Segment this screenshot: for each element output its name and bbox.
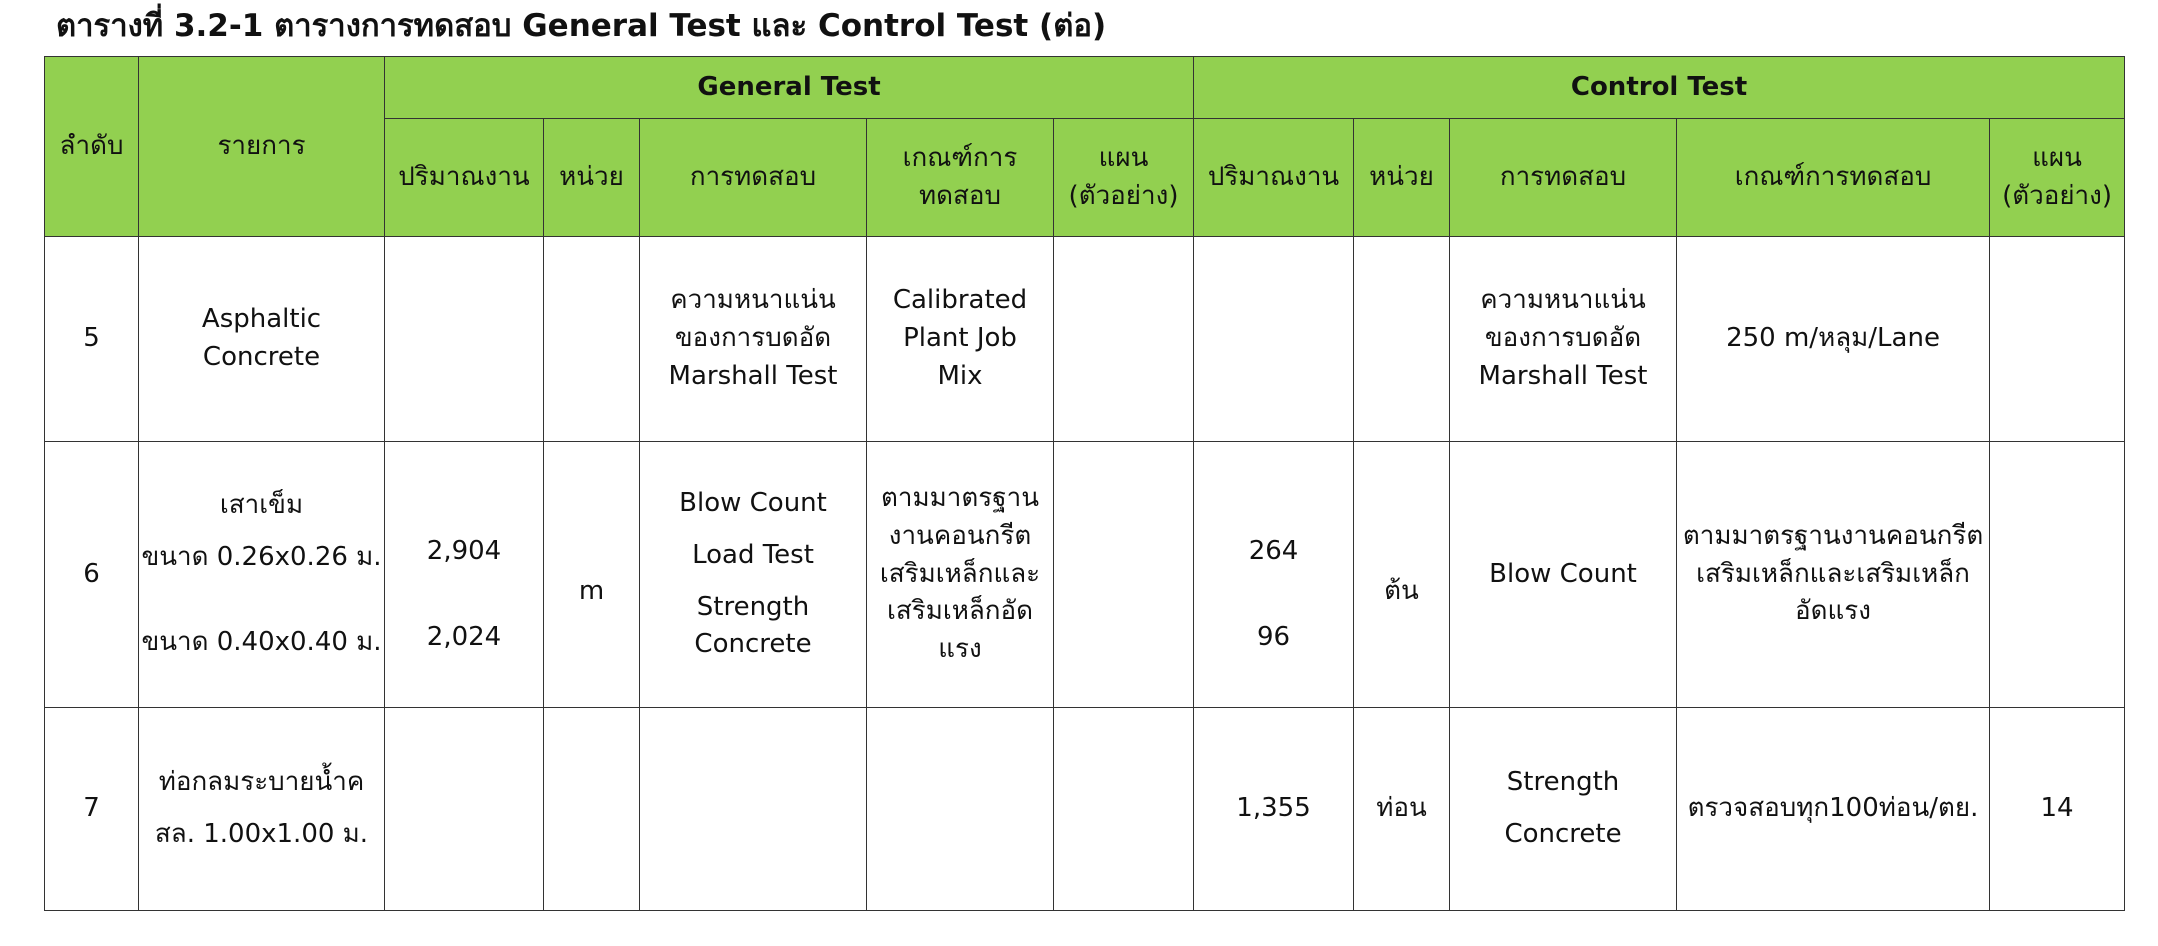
test-line: ความหนาแน่น — [1480, 285, 1646, 316]
header-item: รายการ — [139, 57, 385, 237]
unit-text: m — [578, 575, 605, 606]
general-unit — [544, 442, 640, 708]
test-line: Blow Count — [679, 488, 827, 519]
item-line: ขนาด 0.40x0.40 ม. — [141, 627, 382, 658]
general-qty — [385, 708, 544, 911]
control-criteria: 250 m/หลุม/Lane — [1677, 237, 1990, 442]
control-test-method — [1450, 237, 1677, 442]
item-line: ท่อกลมระบายน้ำค — [158, 767, 365, 798]
general-criteria — [867, 708, 1054, 911]
header-control-qty: ปริมาณงาน — [1194, 119, 1354, 237]
item-line: ขนาด 0.26x0.26 ม. — [141, 541, 382, 572]
row-no: 7 — [45, 708, 139, 911]
criteria-line: แรง — [938, 634, 982, 665]
criteria-line: Calibrated — [892, 285, 1028, 316]
control-criteria: ตรวจสอบทุก100ท่อน/ตย. — [1677, 708, 1990, 911]
test-line: Load Test — [692, 539, 814, 570]
control-criteria — [1677, 442, 1990, 708]
general-plan — [1054, 237, 1194, 442]
control-unit — [1354, 442, 1450, 708]
qty-line: 1,355 — [1236, 793, 1311, 824]
general-test-method — [640, 708, 867, 911]
header-control-test-method: การทดสอบ — [1450, 119, 1677, 237]
header-general-unit: หน่วย — [544, 119, 640, 237]
test-line: ของการบดอัด — [1484, 323, 1642, 354]
control-test-method — [1450, 442, 1677, 708]
control-plan: 14 — [1990, 708, 2125, 911]
item-line: สล. 1.00x1.00 ม. — [154, 819, 369, 849]
general-unit — [544, 708, 640, 911]
unit-text: ต้น — [1384, 575, 1419, 606]
criteria-line: เสริมเหล็กอัด — [886, 596, 1034, 627]
table-row — [45, 708, 2125, 911]
table-row — [45, 442, 2125, 708]
header-control-criteria: เกณฑ์การทดสอบ — [1677, 119, 1990, 237]
criteria-line: เสริมเหล็กและ — [879, 558, 1041, 589]
item-line: เสาเข็ม — [219, 489, 304, 520]
test-line: ความหนาแน่น — [670, 285, 836, 316]
header-general-qty: ปริมาณงาน — [385, 119, 544, 237]
header-general-criteria — [867, 119, 1054, 237]
qty-line: 96 — [1256, 621, 1291, 652]
test-line: Strength — [696, 591, 810, 622]
header-general-test-method: การทดสอบ — [640, 119, 867, 237]
row-no: 6 — [45, 442, 139, 708]
criteria-line: Plant Job — [903, 323, 1017, 354]
criteria-line: ตามมาตรฐานงานคอนกรีต — [1682, 520, 1984, 551]
general-qty — [385, 237, 544, 442]
general-test-method — [640, 442, 867, 708]
test-table — [44, 56, 2125, 911]
header-control-test: Control Test — [1194, 57, 2125, 119]
row-no: 5 — [45, 237, 139, 442]
criteria-line: งานคอนกรีต — [888, 520, 1032, 551]
header-no: ลำดับ — [45, 57, 139, 237]
general-test-method — [640, 237, 867, 442]
test-line: Marshall Test — [1478, 360, 1648, 391]
general-criteria — [867, 442, 1054, 708]
row-item — [139, 708, 385, 911]
item-line: Asphaltic — [201, 304, 322, 335]
item-line: Concrete — [202, 342, 321, 372]
general-plan — [1054, 708, 1194, 911]
header-control-plan — [1990, 119, 2125, 237]
header-general-plan — [1054, 119, 1194, 237]
criteria-line: อัดแรง — [1795, 596, 1871, 627]
test-line: Blow Count — [1489, 558, 1637, 589]
qty-line: 264 — [1248, 535, 1299, 566]
control-qty — [1194, 442, 1354, 708]
criteria-line: เสริมเหล็กและเสริมเหล็ก — [1696, 558, 1970, 589]
header-general-criteria-line-1: เกณฑ์การ — [902, 142, 1018, 173]
control-qty — [1194, 708, 1354, 911]
header-general-test: General Test — [385, 57, 1194, 119]
criteria-line: ตามมาตรฐาน — [881, 483, 1039, 514]
row-item — [139, 237, 385, 442]
test-line: Marshall Test — [668, 360, 838, 391]
general-unit — [544, 237, 640, 442]
general-qty — [385, 442, 544, 708]
test-line: Concrete — [694, 629, 812, 660]
table-row — [45, 237, 2125, 442]
control-unit: ท่อน — [1354, 708, 1450, 911]
qty-line: 2,904 — [426, 535, 502, 566]
header-general-criteria-line-2: ทดสอบ — [918, 180, 1001, 211]
test-line: Concrete — [1504, 819, 1622, 849]
header-general-plan-line-2: (ตัวอย่าง) — [1068, 180, 1179, 211]
general-plan — [1054, 442, 1194, 708]
control-qty — [1194, 237, 1354, 442]
control-plan — [1990, 442, 2125, 708]
header-general-plan-line-1: แผน — [1098, 142, 1149, 173]
qty-line: 2,024 — [426, 621, 502, 652]
criteria-line: Mix — [937, 360, 983, 391]
test-line: Strength — [1506, 767, 1620, 798]
header-control-unit: หน่วย — [1354, 119, 1450, 237]
table-title: ตารางที่ 3.2-1 ตารางการทดสอบ General Test และ Control Test (ต่อ) — [56, 8, 1107, 44]
general-criteria — [867, 237, 1054, 442]
control-unit — [1354, 237, 1450, 442]
row-item — [139, 442, 385, 708]
test-line: ของการบดอัด — [674, 323, 832, 354]
control-plan — [1990, 237, 2125, 442]
header-control-plan-line-1: แผน — [2032, 142, 2082, 173]
header-control-plan-line-2: (ตัวอย่าง) — [2002, 180, 2112, 211]
control-test-method — [1450, 708, 1677, 911]
